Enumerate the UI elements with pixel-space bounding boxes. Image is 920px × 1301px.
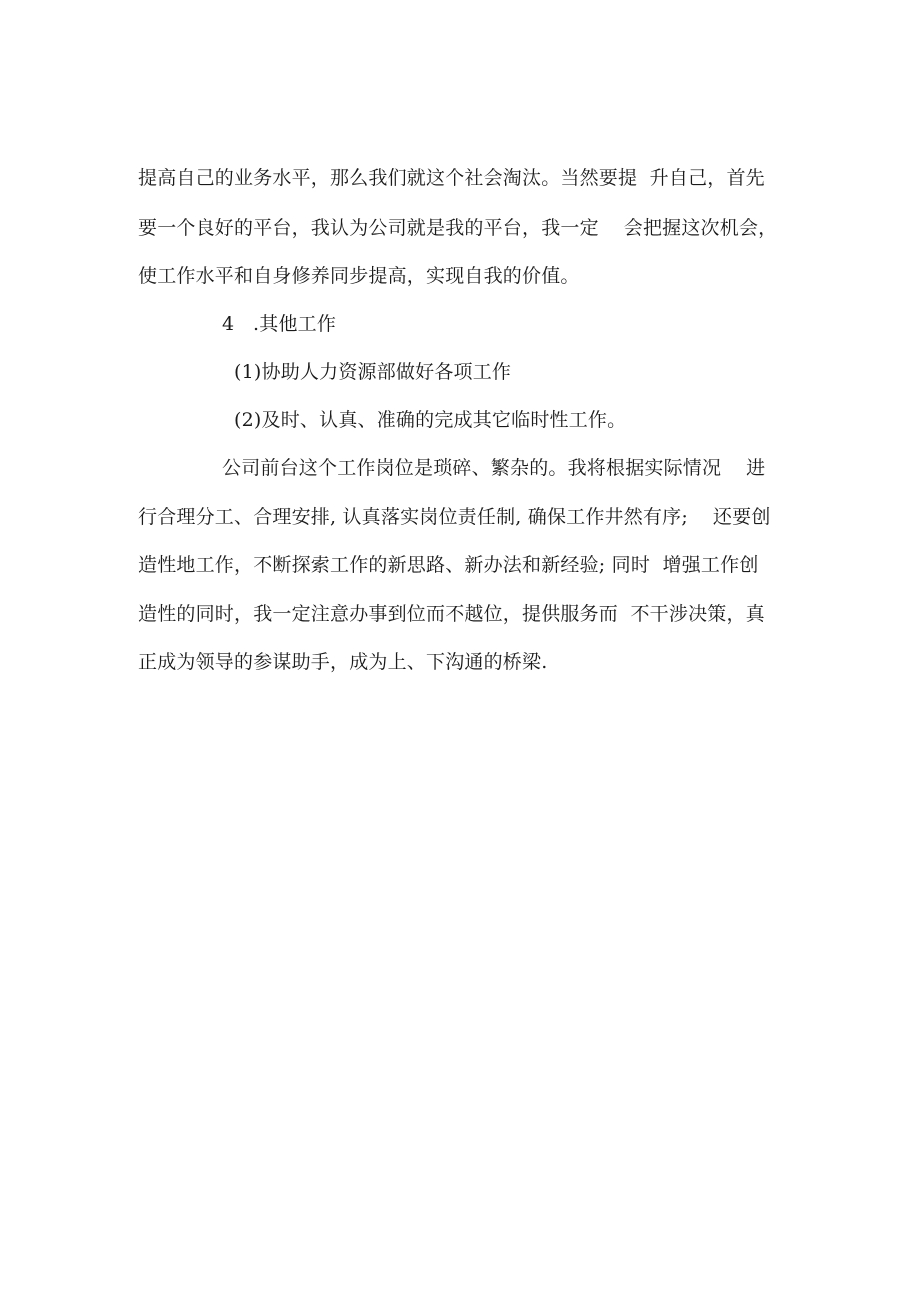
paragraph-line: 使工作水平和自身修养同步提高，实现自我的价值。 bbox=[138, 265, 580, 287]
paragraph-line: 行合理分工、合理安排, 认真落实岗位责任制, 确保工作井然有序; 还要创 bbox=[138, 506, 771, 528]
list-item: (2)及时、认真、准确的完成其它临时性工作。 bbox=[234, 409, 627, 431]
paragraph-line: 公司前台这个工作岗位是琐碎、繁杂的。我将根据实际情况 进 bbox=[222, 457, 766, 479]
section-heading: 4 .其他工作 bbox=[222, 313, 337, 335]
paragraph-line: 提高自己的业务水平，那么我们就这个社会淘汰。当然要提 升自己，首先 bbox=[138, 167, 765, 189]
paragraph-line: 要一个良好的平台，我认为公司就是我的平台，我一定 会把握这次机会， bbox=[138, 217, 778, 239]
paragraph-line: 造性的同时，我一定注意办事到位而不越位，提供服务而 不干涉决策，真 bbox=[138, 603, 765, 625]
paragraph-line: 造性地工作，不断探索工作的新思路、新办法和新经验; 同时 增强工作创 bbox=[138, 554, 759, 576]
paragraph-line: 正成为领导的参谋助手，成为上、下沟通的桥梁. bbox=[138, 651, 548, 673]
list-item: (1)协助人力资源部做好各项工作 bbox=[234, 361, 512, 383]
